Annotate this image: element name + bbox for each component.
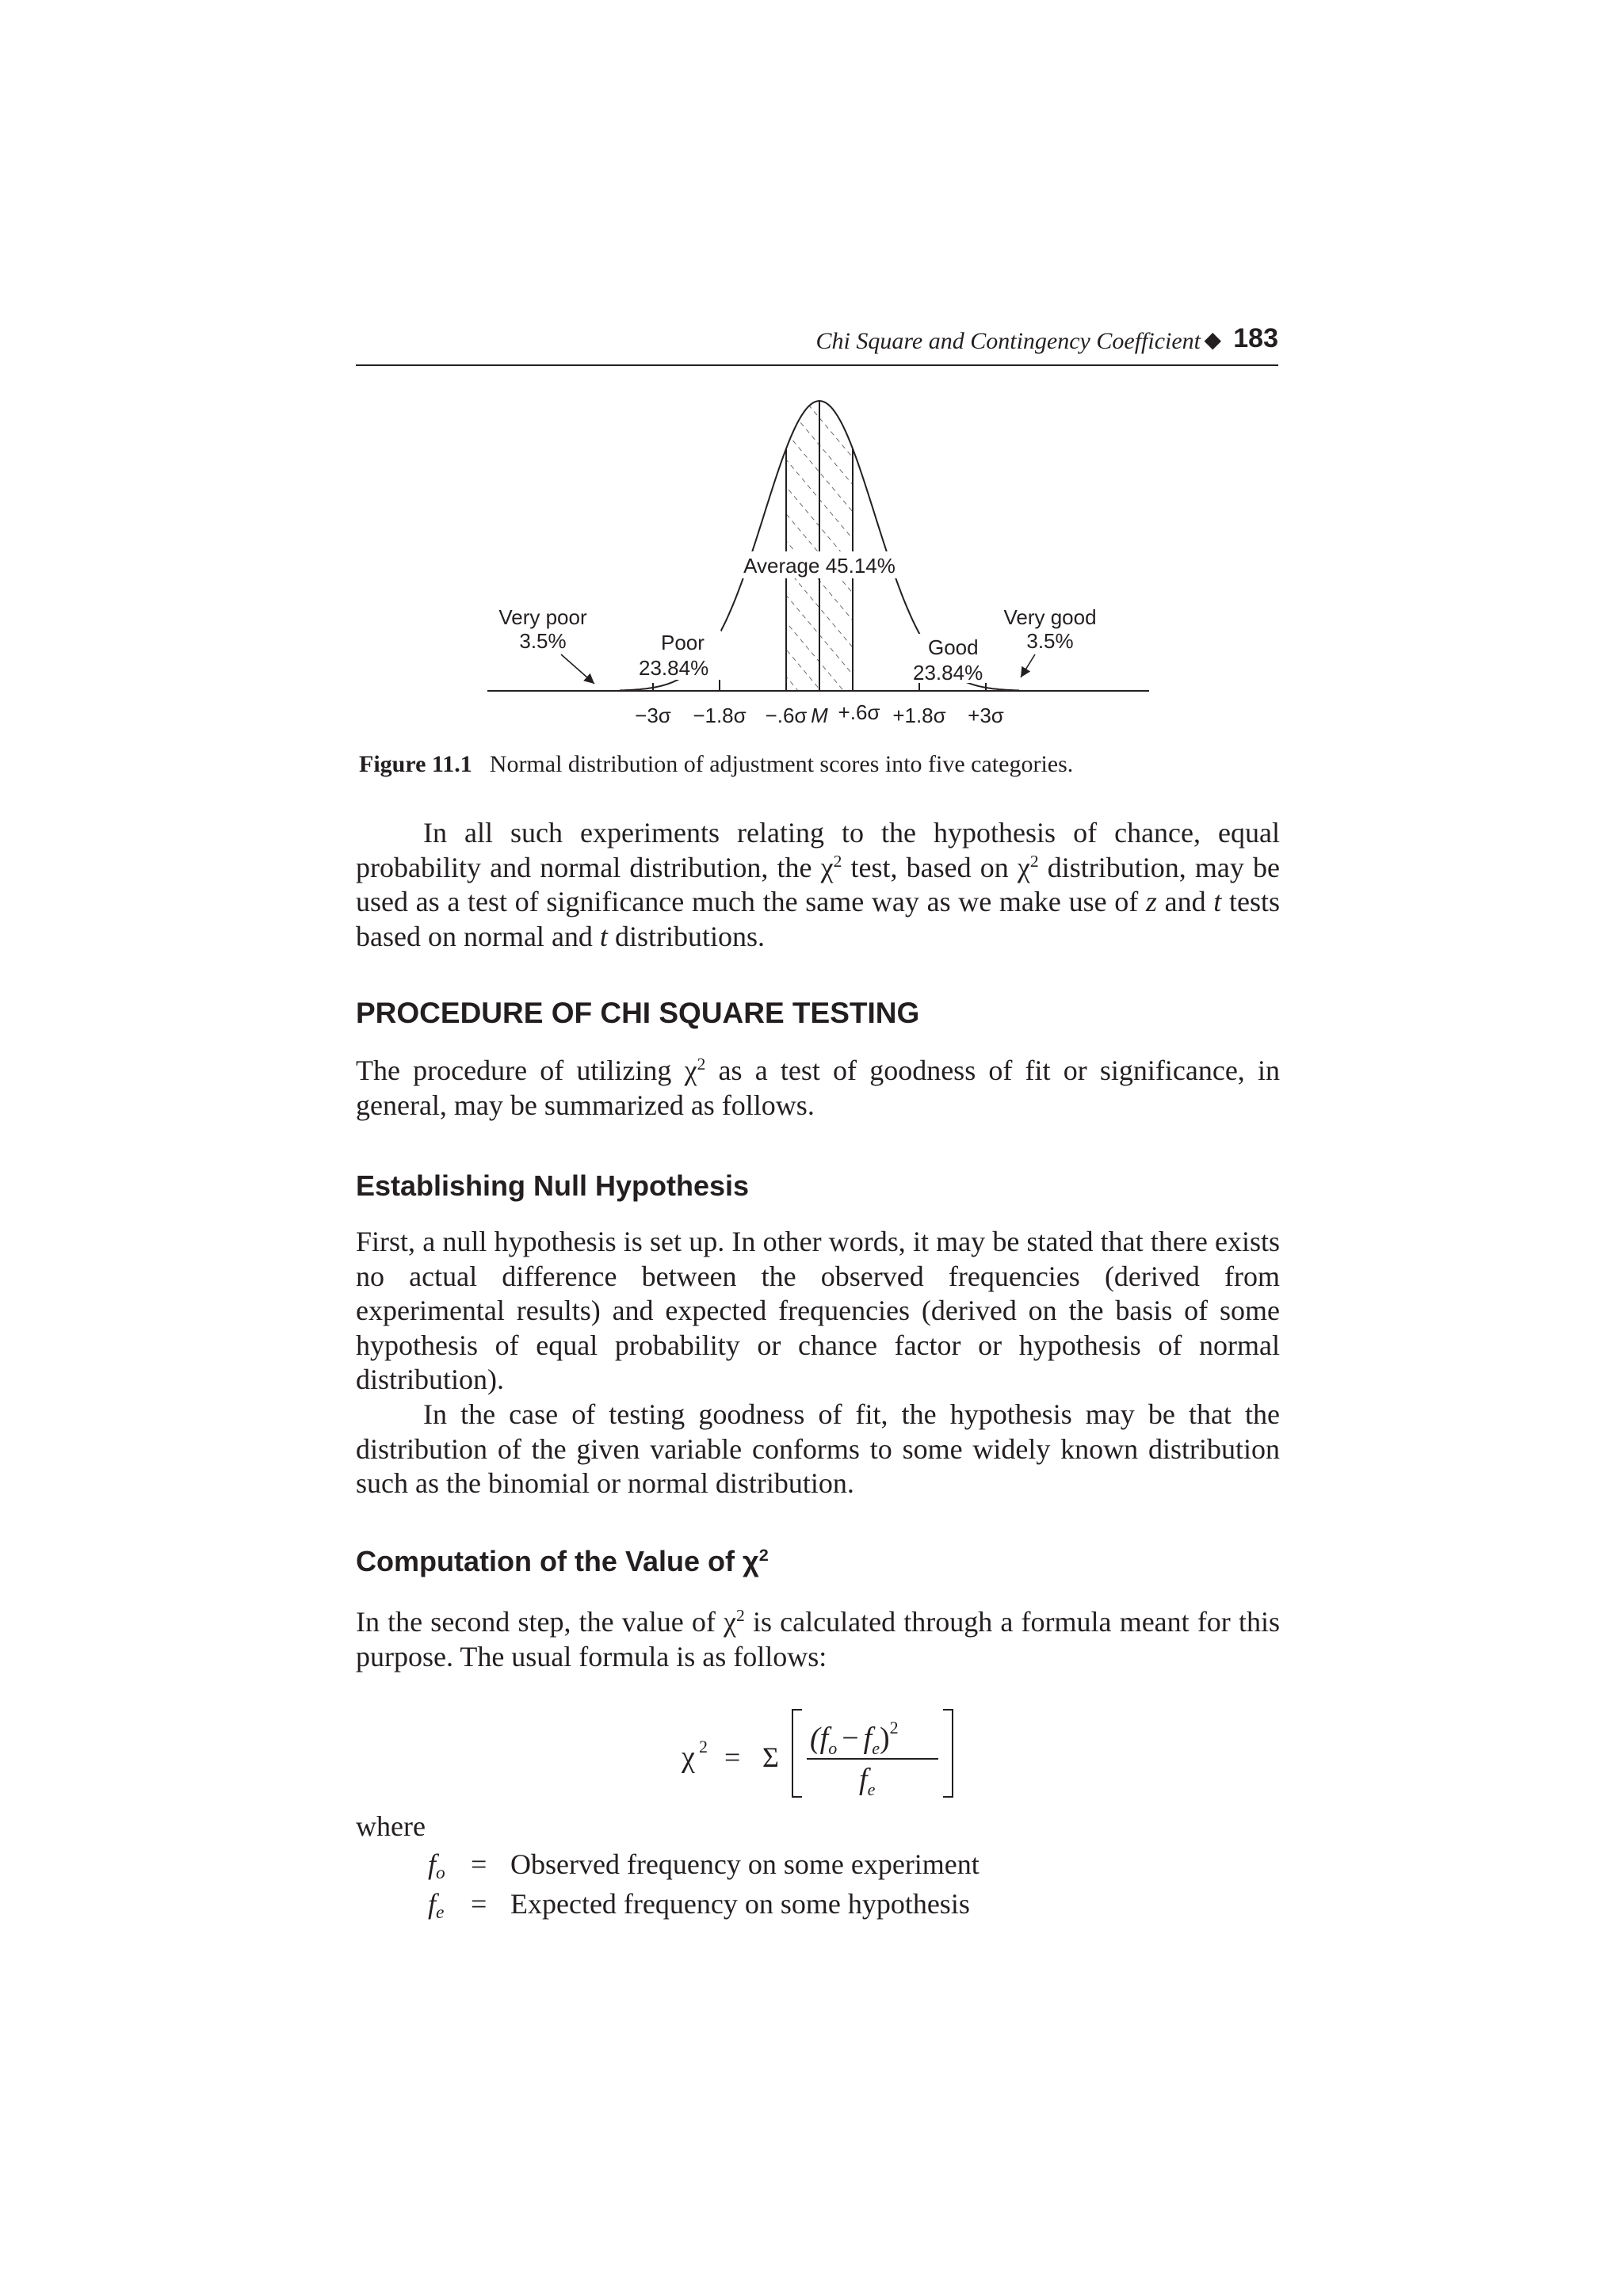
chi-square-formula — [666, 1695, 967, 1814]
def-fe-symbol — [428, 1887, 471, 1924]
para1-var-t2: t — [599, 920, 608, 952]
formula-lhs-sup: 2 — [699, 1737, 708, 1756]
para1-text-d: and — [1156, 886, 1214, 917]
para1-text-e: tests based on normal and — [356, 886, 1280, 952]
label-average: Average 45.14% — [743, 554, 896, 578]
formula-lhs: χ — [682, 1741, 695, 1774]
label-very-poor-pct: 3.5% — [519, 629, 567, 653]
def-fe-f: f — [428, 1888, 437, 1920]
definition-fo — [428, 1848, 980, 1884]
heading-computation — [356, 1545, 769, 1578]
para1-text-b: test, based on χ — [842, 851, 1030, 883]
para2-text-a: The procedure of utilizing χ — [356, 1055, 697, 1086]
para1-var-t1: t — [1213, 886, 1222, 917]
def-fe-text: Expected frequency on some hypothesis — [510, 1888, 970, 1920]
para1-text-a: In all such experiments relating to the hypothesis of chance, equal probability and normal distribution, the χ — [356, 817, 1280, 883]
paragraph-4: In the case of testing goodness of fit, the hypothesis may be that the distribution of the given variable conforms to some widely known distribution such as the binomial or normal distribution. — [356, 1398, 1280, 1499]
label-very-good: Very good — [1003, 605, 1097, 629]
label-poor: Poor — [661, 631, 705, 654]
numerator — [810, 1718, 899, 1758]
label-good-pct: 23.84% — [913, 661, 983, 685]
figure-caption-text: Normal distribution of adjustment scores into five categories. — [489, 751, 1074, 777]
running-title: Chi Square and Contingency Coefficient — [815, 328, 1201, 354]
where-label: where — [356, 1810, 426, 1842]
label-very-good-pct: 3.5% — [1026, 629, 1074, 653]
def-fo-symbol — [428, 1848, 471, 1884]
label-very-poor: Very poor — [498, 605, 587, 629]
axis-tick-label: +.6σ — [838, 700, 880, 724]
axis-tick-labels — [635, 700, 1004, 727]
right-bracket — [943, 1710, 953, 1797]
running-header — [356, 323, 1278, 366]
axis-tick-label: M — [811, 704, 828, 727]
denominator — [859, 1763, 876, 1799]
num-close: ) — [879, 1722, 890, 1755]
def-fo-f: f — [428, 1848, 437, 1880]
paragraph-2 — [356, 1054, 1280, 1123]
def-fe-sub: e — [436, 1901, 445, 1923]
para1-text-f: distributions. — [607, 920, 765, 952]
left-bracket — [792, 1710, 802, 1797]
page-number: 183 — [1233, 323, 1278, 353]
axis-tick-label: +3σ — [968, 704, 1004, 727]
para5-text-b: is calculated through a formula meant for this purpose. The usual formula is as follows: — [356, 1606, 1280, 1672]
num-sub-o: o — [828, 1738, 838, 1758]
num-minus: − — [842, 1722, 859, 1755]
para2-text-b: as a test of goodness of fit or significance, in general, may be summarized as follows. — [356, 1055, 1280, 1121]
figure-caption — [359, 751, 1278, 778]
def-fo-eq: = — [471, 1848, 487, 1880]
def-fe-eq: = — [471, 1888, 487, 1920]
den-sub: e — [867, 1779, 876, 1799]
heading3-sup: 2 — [758, 1545, 769, 1565]
definition-fe — [428, 1887, 970, 1924]
para1-sup-1: 2 — [833, 851, 842, 871]
para2-sup: 2 — [697, 1055, 706, 1074]
para5-sup: 2 — [736, 1606, 745, 1625]
heading3-text: Computation of the Value of χ — [356, 1545, 759, 1577]
axis-tick-label: −.6σ — [765, 704, 808, 727]
para5-text-a: In the second step, the value of χ — [356, 1606, 737, 1638]
label-good: Good — [928, 635, 979, 659]
num-f-o: (f — [810, 1722, 829, 1755]
heading-procedure: PROCEDURE OF CHI SQUARE TESTING — [356, 997, 920, 1029]
num-sub-e: e — [872, 1738, 880, 1758]
normal-distribution-figure — [475, 388, 1157, 737]
def-fo-text: Observed frequency on some experiment — [510, 1848, 980, 1880]
sigma-icon: Σ — [762, 1741, 779, 1773]
arrow-very-poor — [561, 654, 594, 684]
num-sup: 2 — [889, 1718, 899, 1737]
diamond-icon: ◆ — [1204, 328, 1221, 353]
heading-null-hypothesis: Establishing Null Hypothesis — [356, 1169, 750, 1202]
arrow-very-good — [1021, 654, 1035, 677]
para1-var-z: z — [1145, 886, 1157, 917]
formula-equals: = — [724, 1741, 741, 1773]
den-f: f — [859, 1763, 868, 1796]
paragraph-5 — [356, 1605, 1280, 1674]
num-f-e: f — [863, 1722, 873, 1755]
axis-tick-label: −3σ — [635, 704, 671, 727]
label-poor-pct: 23.84% — [639, 656, 709, 680]
paragraph-3: First, a null hypothesis is set up. In other words, it may be stated that there exists no actual difference between the observed frequencies (derived from experimental results) and expected frequencies (derived on the basis of some hypothesis of equal probability or chance factor or hypothesis of normal distribution). — [356, 1226, 1280, 1395]
figure-caption-label: Figure 11.1 — [359, 751, 472, 777]
axis-tick-label: −1.8σ — [693, 704, 747, 727]
axis-tick-label: +1.8σ — [892, 704, 946, 727]
para1-text-c: distribution, may be used as a test of significance much the same way as we make use of — [356, 851, 1281, 917]
para1-sup-2: 2 — [1029, 851, 1039, 871]
paragraph-1 — [356, 816, 1280, 954]
def-fo-sub: o — [436, 1862, 445, 1883]
